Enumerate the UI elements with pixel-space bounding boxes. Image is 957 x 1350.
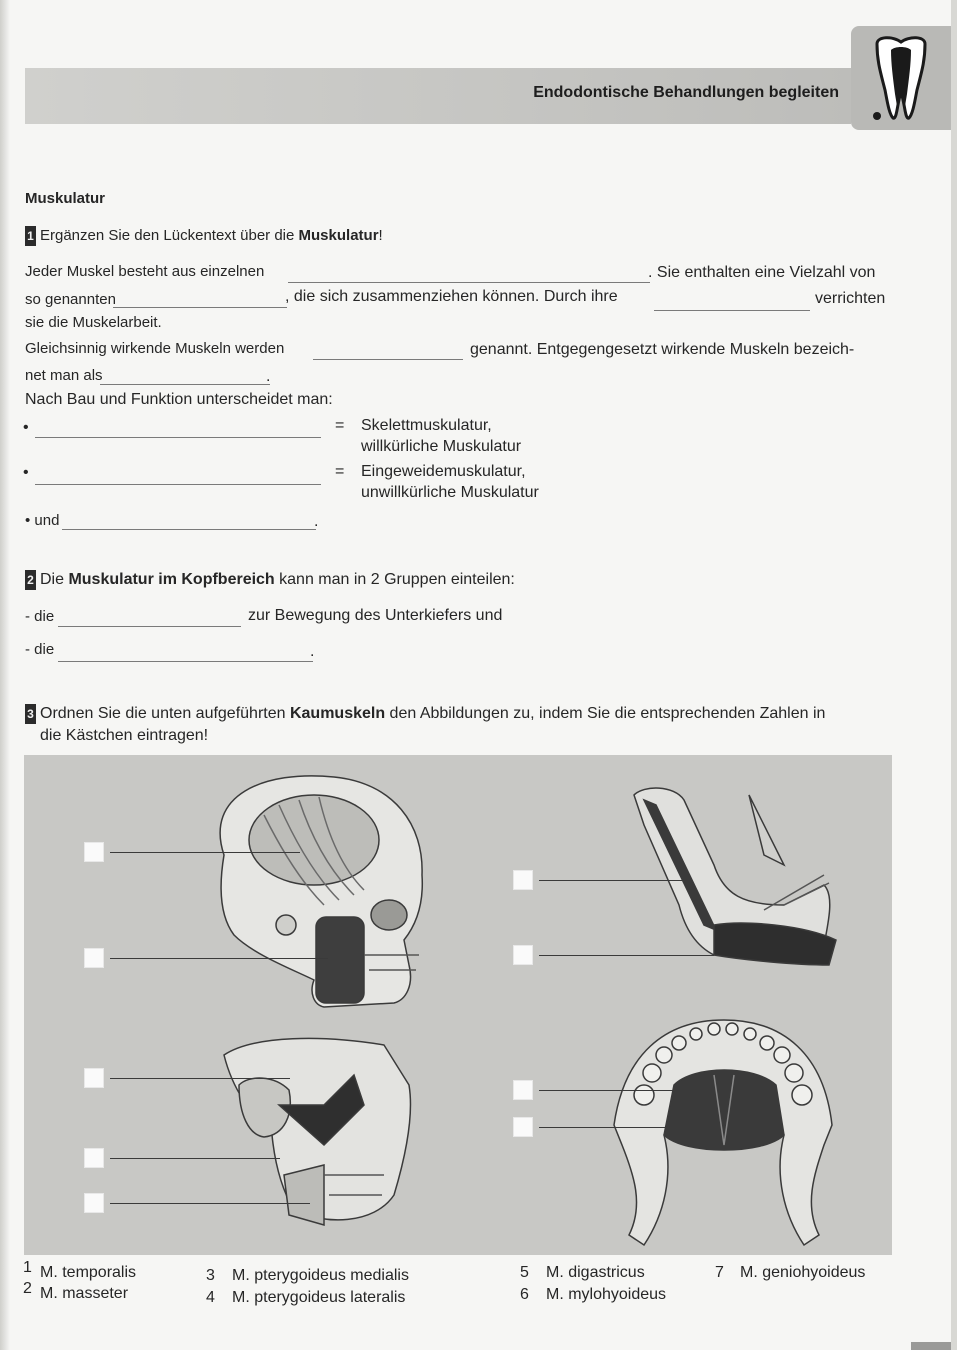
blank-input[interactable] [313,359,463,360]
anatomy-figure [24,755,892,1255]
legend-label: M. mylohyoideus [546,1286,667,1303]
chapter-title: Endodontische Behandlungen begleiten [533,84,839,101]
legend-number: 3 [206,1267,215,1284]
task1-line5-b: . [266,368,271,385]
leader-line [110,1158,280,1159]
answer-box[interactable] [513,870,533,890]
blank-input[interactable] [113,307,287,308]
item3-b: . [314,513,319,530]
leader-line [110,958,328,959]
item3-a: • und [25,512,60,529]
page-edge [951,0,957,1350]
legend-number: 2 [23,1280,32,1297]
section-title: Muskulatur [25,190,106,207]
answer-box[interactable] [84,842,104,862]
legend-number: 6 [520,1286,529,1303]
page-corner-mark [911,1342,951,1350]
leader-line [539,880,684,881]
task1-line2-a: so genannten [25,291,116,308]
answer-box[interactable] [84,1193,104,1213]
tooth-icon [871,34,931,122]
legend-label: M. pterygoideus medialis [232,1267,409,1284]
legend-number: 7 [715,1264,724,1281]
legend-label: M. pterygoideus lateralis [232,1289,406,1306]
blank-input[interactable] [288,282,650,283]
legend-number: 1 [23,1259,32,1276]
blank-input[interactable] [58,661,313,662]
leader-line [539,1127,679,1128]
item1-line-a: Skelettmuskulatur, [361,417,492,434]
task2-line1-a: - die [25,608,55,625]
task2-line1-b: zur Bewegung des Unterkiefers und [248,607,503,624]
item2-line-b: unwillkürliche Muskulatur [361,484,539,501]
answer-box[interactable] [513,945,533,965]
mandible-lateral-illustration [634,788,836,965]
item2-line-a: Eingeweidemuskulatur, [361,463,526,480]
task-number: 2 [25,570,36,590]
answer-box[interactable] [84,1148,104,1168]
task-number: 1 [25,226,36,246]
blank-input[interactable] [35,437,321,438]
task1-line2-c: verrichten [815,290,886,307]
answer-box[interactable] [513,1117,533,1137]
bullet: • [23,419,29,436]
leader-line [110,1078,290,1079]
legend-label: M. masseter [40,1285,129,1302]
legend-label: M. digastricus [546,1264,645,1281]
task2-instruction: 2 Die Muskulatur im Kopfbereich kann man in 2 Gruppen einteilen: [25,570,515,590]
skull-pterygoid-illustration [224,1038,411,1225]
answer-box[interactable] [84,1068,104,1088]
task3-instruction: 3 Ordnen Sie die unten aufgeführten Kaumuskeln den Abbildungen zu, indem Sie die entsprechenden Zahlen in [25,704,825,724]
leader-line [110,852,300,853]
blank-input[interactable] [62,529,316,530]
task1-instruction: 1 Ergänzen Sie den Lückentext über die Muskulatur! [25,226,383,246]
task1-line3: sie die Muskelarbeit. [25,314,162,331]
legend-number: 5 [520,1264,529,1281]
legend-label: M. geniohyoideus [740,1264,866,1281]
page-shadow [0,0,10,1350]
blank-input[interactable] [35,484,321,485]
task1-line4-a: Gleichsinnig wirkende Muskeln werden [25,340,285,357]
leader-line [539,1090,689,1091]
item1-line-b: willkürliche Muskulatur [361,438,522,455]
blank-input[interactable] [58,626,241,627]
answer-box[interactable] [84,948,104,968]
mandible-inferior-illustration [614,1020,832,1245]
bullet: • [23,464,29,481]
chapter-tab [851,26,951,130]
task1-line6: Nach Bau und Funktion unterscheidet man: [25,391,333,408]
leader-line [110,1203,310,1204]
task1-line4-b: genannt. Entgegengesetzt wirkende Muskeln bezeich- [470,341,855,358]
blank-input[interactable] [654,310,810,311]
task-number: 3 [25,704,36,724]
task1-line1-a: Jeder Muskel besteht aus einzelnen [25,263,265,280]
task2-line2-b: . [310,643,315,660]
answer-box[interactable] [513,1080,533,1100]
legend-label: M. temporalis [40,1264,137,1281]
task3-instruction-line2: die Kästchen eintragen! [40,727,209,744]
task1-line2-b: , die sich zusammenziehen können. Durch ihre [285,288,618,305]
blank-input[interactable] [100,384,270,385]
chapter-header [25,68,851,124]
task1-line5-a: net man als [25,367,103,384]
equals-sign: = [335,417,345,434]
leader-line [539,955,714,956]
task1-line1-b: . Sie enthalten eine Vielzahl von [648,264,876,281]
task2-line2-a: - die [25,641,55,658]
skull-lateral-illustration [220,776,422,1007]
equals-sign: = [335,463,345,480]
legend-number: 4 [206,1289,215,1306]
